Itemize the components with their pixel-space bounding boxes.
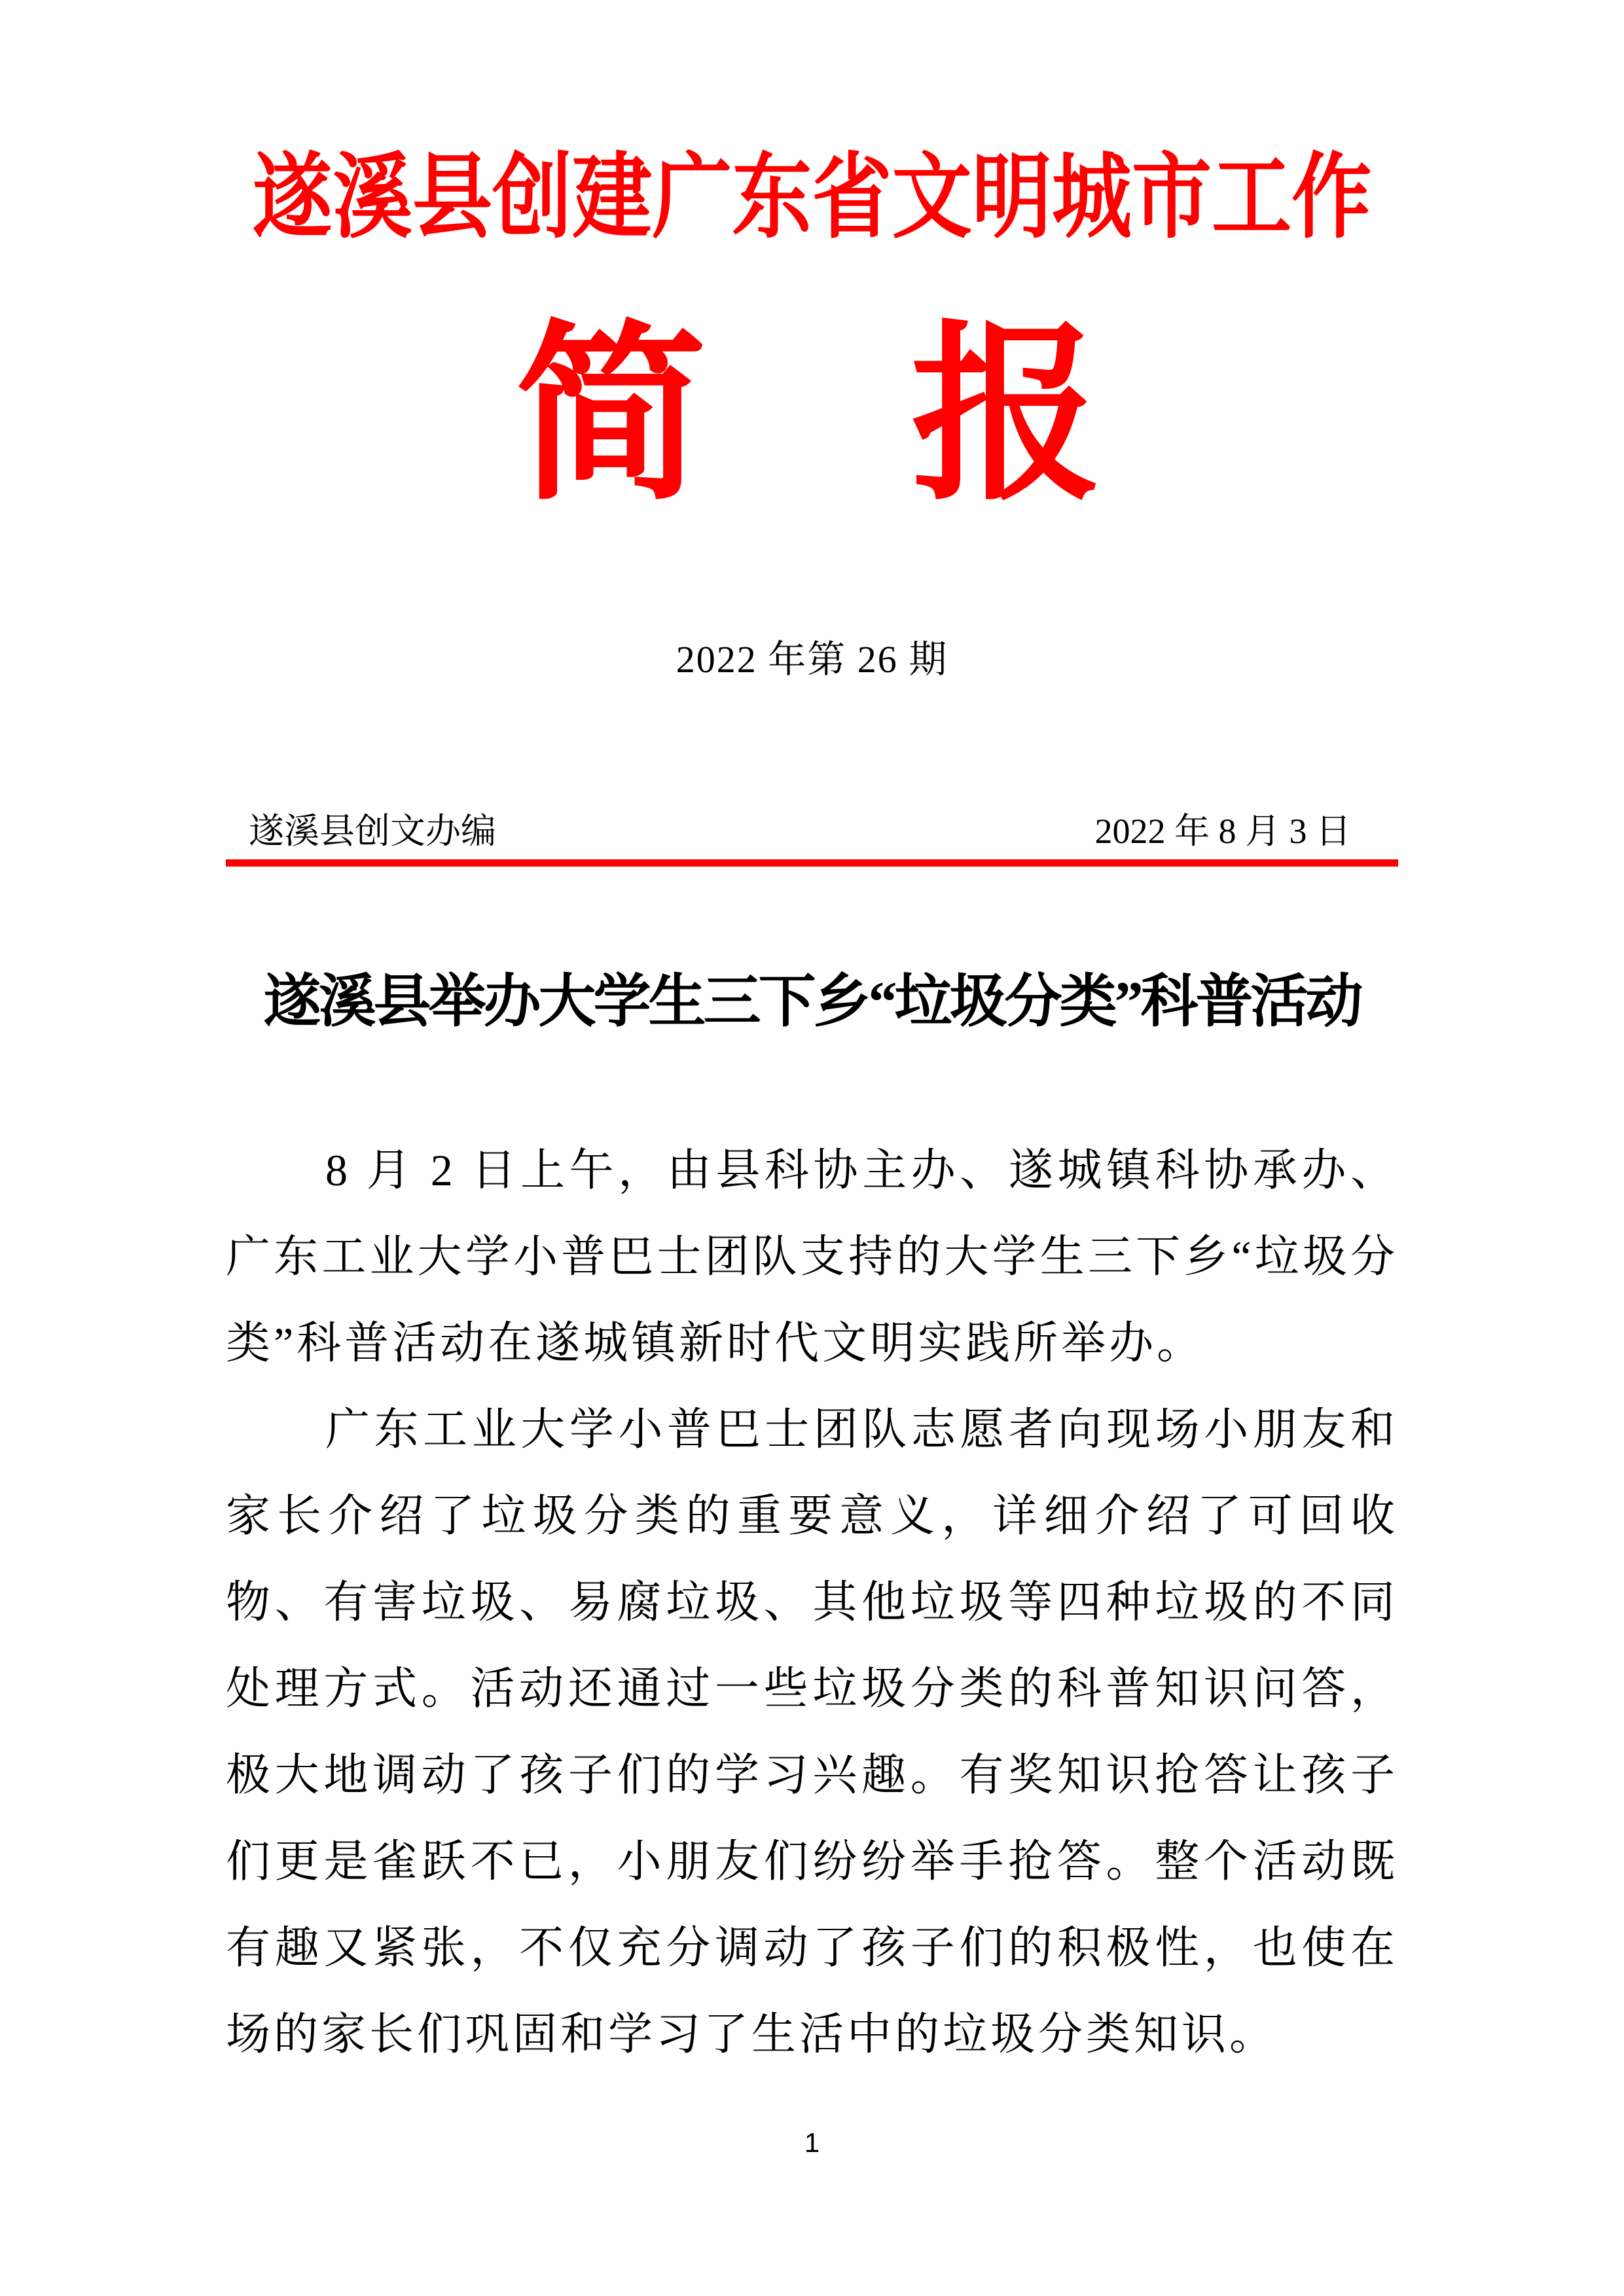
red-divider-rule (226, 859, 1398, 867)
masthead-meta-row (226, 809, 1398, 853)
bulletin-title: 简 报 (515, 312, 1109, 523)
masthead-org-title: 遂溪县创建广东省文明城市工作 (252, 146, 1372, 249)
editor-label: 遂溪县创文办编 (249, 812, 496, 851)
issue-number-line: 2022 年第 26 期 (676, 638, 948, 681)
article-body (226, 1127, 1398, 2077)
article-headline: 遂溪县举办大学生三下乡“垃圾分类”科普活动 (263, 971, 1361, 1034)
issue-date: 2022 年 8 月 3 日 (1094, 812, 1351, 851)
article-paragraph-1: 8 月 2 日上午，由县科协主办、遂城镇科协承办、广东工业大学小普巴士团队支持的大学生三下乡“垃圾分类”科普活动在遂城镇新时代文明实践所举办。 (226, 1145, 1398, 1368)
article-paragraph-2: 广东工业大学小普巴士团队志愿者向现场小朋友和家长介绍了垃圾分类的重要意义，详细介绍了可回收物、有害垃圾、易腐垃圾、其他垃圾等四种垃圾的不同处理方式。活动还通过一些垃圾分类的科普知识问答，极大地调动了孩子们的学习兴趣。有奖知识抢答让孩子们更是雀跃不已，小朋友们纷纷举手抢答。整个活动既有趣又紧张，不仅充分调动了孩子们的积极性，也使在场的家长们巩固和学习了生活中的垃圾分类知识。 (226, 1405, 1398, 2059)
page-number: 1 (804, 2127, 820, 2158)
